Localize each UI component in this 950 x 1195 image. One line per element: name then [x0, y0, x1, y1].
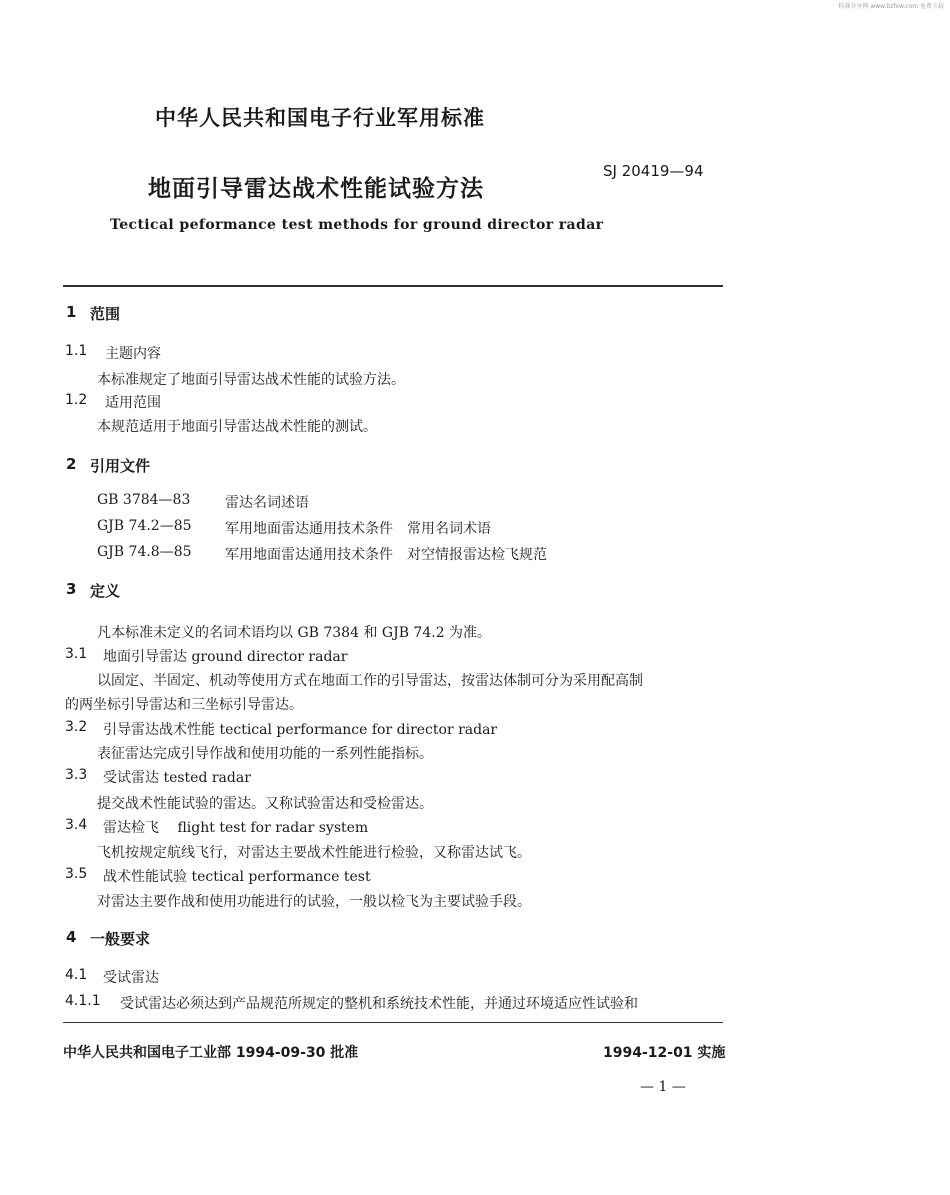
ref-title: 军用地面雷达通用技术条件 常用名词术语: [225, 521, 491, 537]
section-4-1-number: 4.1: [65, 967, 88, 983]
section-1-title: 范围: [90, 305, 121, 323]
section-1-number: 1: [66, 303, 77, 321]
section-4-title: 一般要求: [90, 930, 151, 948]
section-3-3-title: 受试雷达 tested radar: [103, 770, 251, 786]
section-1-1-title: 主题内容: [105, 346, 161, 362]
section-1-2-title: 适用范围: [105, 395, 161, 411]
page-number: — 1 —: [640, 1079, 686, 1095]
ref-code: GJB 74.2—85: [97, 518, 192, 534]
section-3-1-number: 3.1: [65, 646, 88, 662]
section-3-1-title: 地面引导雷达 ground director radar: [103, 649, 348, 665]
section-2-title: 引用文件: [90, 457, 151, 475]
section-3-intro: 凡本标准未定义的名词术语均以 GB 7384 和 GJB 74.2 为准。: [97, 625, 492, 641]
ref-title: 雷达名词述语: [225, 495, 309, 511]
section-4-1-title: 受试雷达: [103, 970, 159, 986]
section-3-4-number: 3.4: [65, 817, 88, 833]
section-3-4-title: 雷达检飞 flight test for radar system: [103, 820, 369, 836]
ref-code: GJB 74.8—85: [97, 544, 192, 560]
section-1-1-number: 1.1: [65, 343, 88, 359]
section-3-5-text: 对雷达主要作战和使用功能进行的试验，一般以检飞为主要试验手段。: [97, 894, 531, 910]
ref-code: GB 3784—83: [97, 492, 191, 508]
section-1-2-text: 本规范适用于地面引导雷达战术性能的测试。: [97, 419, 377, 435]
standard-number: SJ 20419—94: [603, 162, 704, 180]
ref-title: 军用地面雷达通用技术条件 对空情报雷达检飞规范: [225, 547, 547, 563]
section-3-3-number: 3.3: [65, 767, 88, 783]
implementation-date: 1994-12-01 实施: [603, 1045, 726, 1061]
section-3-1-text: 以固定、半固定、机动等使用方式在地面工作的引导雷达，按雷达体制可分为采用配高制: [97, 673, 643, 689]
section-3-title: 定义: [90, 582, 121, 600]
section-3-2-number: 3.2: [65, 719, 88, 735]
section-3-1-text-continued: 的两坐标引导雷达和三坐标引导雷达。: [65, 697, 303, 713]
section-3-4-text: 飞机按规定航线飞行，对雷达主要战术性能进行检验，又称雷达试飞。: [97, 845, 531, 861]
footer-divider: [63, 1022, 723, 1023]
section-4-number: 4: [66, 928, 77, 946]
section-3-2-title: 引导雷达战术性能 tectical performance for director radar: [103, 722, 498, 738]
section-3-2-text: 表征雷达完成引导作战和使用功能的一系列性能指标。: [97, 746, 433, 762]
section-1-2-number: 1.2: [65, 392, 88, 408]
section-2-number: 2: [66, 455, 77, 473]
watermark-text: 标准分享网 www.bzfxw.com 免费下载: [838, 3, 944, 10]
section-4-1-1-text: 受试雷达必须达到产品规范所规定的整机和系统技术性能，并通过环境适应性试验和: [120, 996, 638, 1012]
english-title: Tectical peformance test methods for ground director radar: [110, 217, 604, 233]
approval-line: 中华人民共和国电子工业部 1994-09-30 批准: [63, 1045, 359, 1061]
page-title: 地面引导雷达战术性能试验方法: [148, 176, 484, 202]
section-3-5-number: 3.5: [65, 866, 88, 882]
section-1-1-text: 本标准规定了地面引导雷达战术性能的试验方法。: [97, 372, 405, 388]
section-3-5-title: 战术性能试验 tectical performance test: [103, 869, 371, 885]
section-3-3-text: 提交战术性能试验的雷达。又称试验雷达和受检雷达。: [97, 796, 433, 812]
header-organization: 中华人民共和国电子行业军用标准: [155, 106, 485, 130]
section-4-1-1-number: 4.1.1: [65, 993, 101, 1009]
section-3-number: 3: [66, 580, 77, 598]
top-divider: [63, 285, 723, 287]
